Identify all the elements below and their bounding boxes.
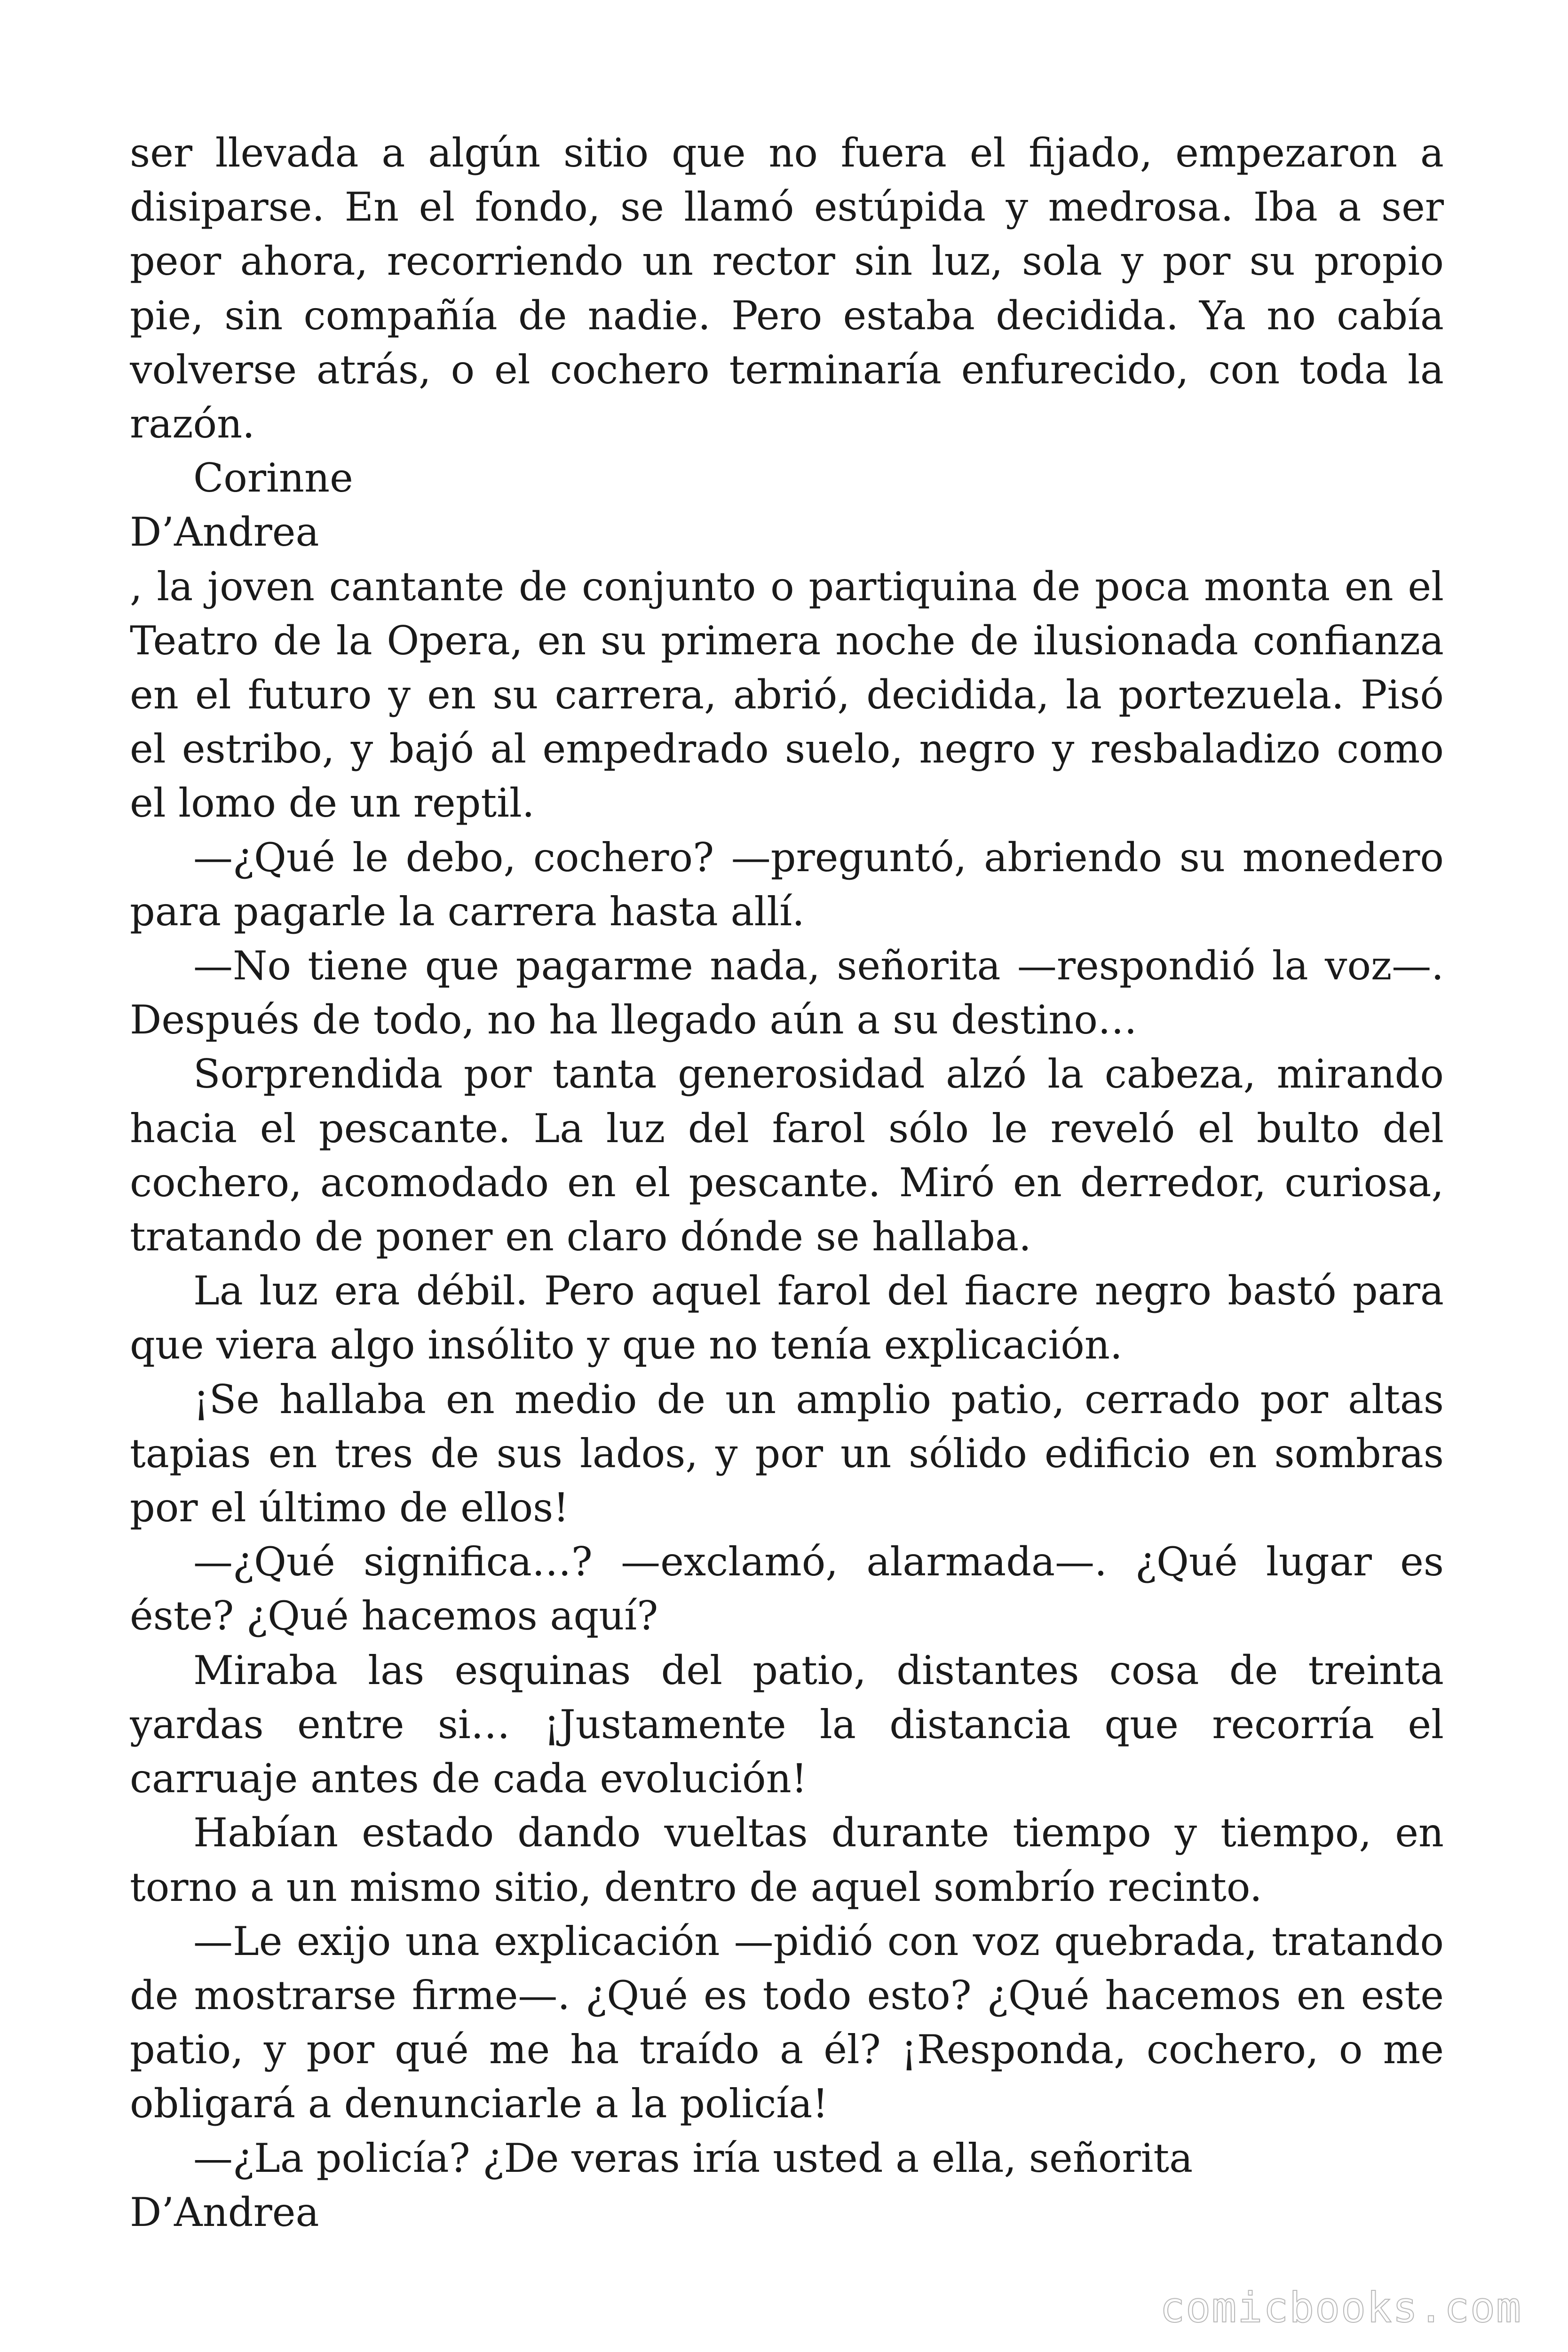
paragraph: ¡Se hallaba en medio de un amplio patio, cerrado por altas tapias en tres de sus lados, y por un sólido edificio en sombras por el último de ellos!: [130, 1376, 1444, 1531]
paragraph: ser llevada a algún sitio que no fuera el fijado, empezaron a disiparse. En el fondo, se llamó estúpida y medrosa. Iba a ser peor ahora, recorriendo un rector sin luz, sola y por su propio pie, sin compañía de nadie. Pero estaba decidida. Ya no cabía volverse atrás, o el cochero terminaría enfurecido, con toda la razón.: [130, 130, 1444, 447]
paragraph: Corinne: [193, 455, 353, 501]
paragraph: —¿Qué significa…? —exclamó, alarmada—. ¿Qué lugar es éste? ¿Qué hacemos aquí?: [130, 1539, 1444, 1639]
paragraph: D’Andrea: [130, 509, 319, 556]
paragraph: —No tiene que pagarme nada, señorita —respondió la voz—. Después de todo, no ha llegado aún a su destino…: [130, 943, 1444, 1043]
paragraph: Habían estado dando vueltas durante tiempo y tiempo, en torno a un mismo sitio, dentro de aquel sombrío recinto.: [130, 1810, 1444, 1910]
paragraph: —¿Qué le debo, cochero? —preguntó, abriendo su monedero para pagarle la carrera hasta allí.: [130, 834, 1444, 935]
paragraph: La luz era débil. Pero aquel farol del fiacre negro bastó para que viera algo insólito y que no tenía explicación.: [130, 1268, 1444, 1368]
paragraph: —¿La policía? ¿De veras iría usted a ella, señorita: [193, 2135, 1193, 2181]
paragraph: Miraba las esquinas del patio, distantes cosa de treinta yardas entre si… ¡Justamente la distancia que recorría el carruaje antes de cada evolución!: [130, 1647, 1444, 1802]
paragraph: , la joven cantante de conjunto o partiquina de poca monta en el Teatro de la Opera, en su primera noche de ilusionada confianza en el futuro y en su carrera, abrió, decidida, la portezuela. Pisó el estribo, y bajó al empedrado suelo, negro y resbaladizo como el lomo de un reptil.: [130, 563, 1444, 826]
watermark: comicbooks.com: [1160, 2283, 1522, 2332]
page-text: [130, 126, 1444, 2243]
paragraph: —Le exijo una explicación —pidió con voz quebrada, tratando de mostrarse firme—. ¿Qué es todo esto? ¿Qué hacemos en este patio, y por qué me ha traído a él? ¡Responda, cochero, o me obligará a denunciarle a la policía!: [130, 1918, 1444, 2127]
paragraph: Sorprendida por tanta generosidad alzó la cabeza, mirando hacia el pescante. La luz del farol sólo le reveló el bulto del cochero, acomodado en el pescante. Miró en derredor, curiosa, tratando de poner en claro dónde se hallaba.: [130, 1051, 1444, 1260]
paragraph: D’Andrea: [130, 2189, 319, 2235]
